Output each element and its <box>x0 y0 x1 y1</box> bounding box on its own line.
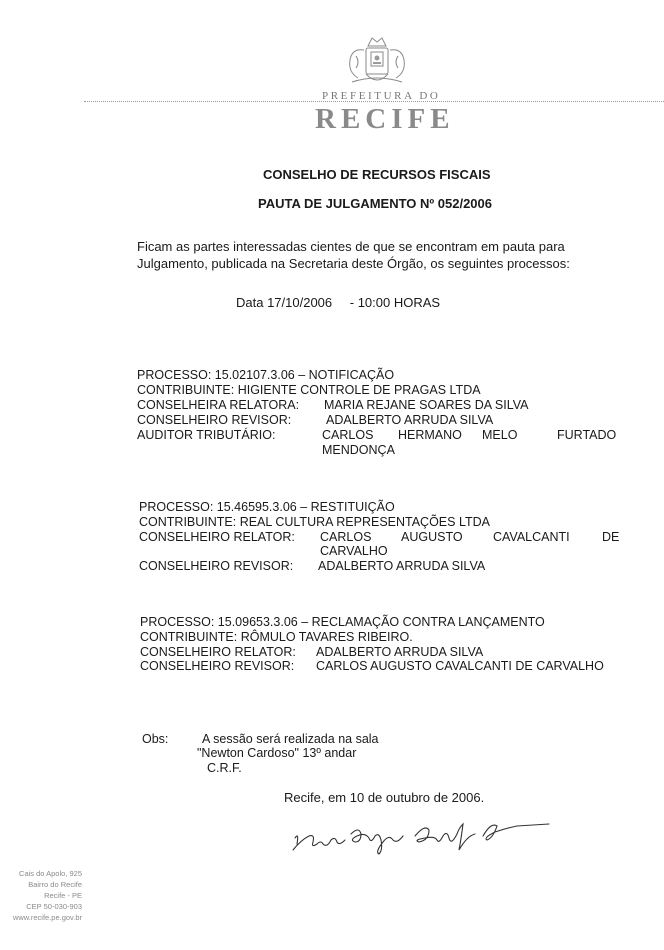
process-3-relator-value: ADALBERTO ARRUDA SILVA <box>316 645 484 659</box>
process-1-auditor-word: CARLOS <box>322 428 374 442</box>
process-2-number: PROCESSO: 15.46595.3.06 – RESTITUIÇÃO <box>139 500 395 514</box>
process-1-auditor-word: HERMANO <box>398 428 462 442</box>
process-3-revisor-value: CARLOS AUGUSTO CAVALCANTI DE CARVALHO <box>316 659 604 673</box>
process-2-relator-word: DE <box>602 530 620 544</box>
session-date: Data 17/10/2006 <box>236 295 333 310</box>
process-3-revisor-label: CONSELHEIRO REVISOR: <box>140 659 295 673</box>
document-title: CONSELHO DE RECURSOS FISCAIS <box>263 167 491 182</box>
process-3-relator-label: CONSELHEIRO RELATOR: <box>140 645 296 659</box>
footer-line: Cais do Apolo, 925 <box>19 869 82 878</box>
footer-line: www.recife.pe.gov.br <box>12 913 82 922</box>
process-1-auditor-word: MELO <box>482 428 518 442</box>
prefeitura-label: PREFEITURA DO <box>322 90 441 102</box>
intro-line-1: Ficam as partes interessadas cientes de que se encontram em pauta para <box>137 239 565 254</box>
process-2-relator-word: AUGUSTO <box>401 530 463 544</box>
session-time: - 10:00 HORAS <box>349 295 441 310</box>
obs-line-1: A sessão será realizada na sala <box>202 732 379 746</box>
process-2-relator-label: CONSELHEIRO RELATOR: <box>139 530 295 544</box>
process-2-relator-word: CARVALHO <box>320 544 388 558</box>
process-2-relator-word: CAVALCANTI <box>493 530 570 544</box>
process-1-auditor-label: AUDITOR TRIBUTÁRIO: <box>137 428 276 442</box>
process-1-revisor-value: ADALBERTO ARRUDA SILVA <box>326 413 494 427</box>
document-subtitle: PAUTA DE JULGAMENTO Nº 052/2006 <box>258 196 492 211</box>
footer-line: Bairro do Recife <box>28 880 82 889</box>
city-logo-text: RECIFE <box>315 103 455 135</box>
footer-line: CEP 50-030-903 <box>26 902 82 911</box>
footer-line: Recife - PE <box>44 891 82 900</box>
process-1-auditor-word: FURTADO <box>557 428 617 442</box>
process-1-auditor-word: MENDONÇA <box>322 443 395 457</box>
intro-line-2: Julgamento, publicada na Secretaria deste Órgão, os seguintes processos: <box>137 256 570 271</box>
process-1-revisor-label: CONSELHEIRO REVISOR: <box>137 413 292 427</box>
process-1-contribuinte: CONTRIBUINTE: HIGIENTE CONTROLE DE PRAGAS LTDA <box>137 383 481 397</box>
process-2-revisor-label: CONSELHEIRO REVISOR: <box>139 559 294 573</box>
process-3-contribuinte: CONTRIBUINTE: RÔMULO TAVARES RIBEIRO. <box>140 630 413 644</box>
obs-line-3: C.R.F. <box>207 761 242 775</box>
process-2-contribuinte: CONTRIBUINTE: REAL CULTURA REPRESENTAÇÕES LTDA <box>139 515 490 529</box>
handwritten-signature <box>287 810 557 860</box>
place-and-date: Recife, em 10 de outubro de 2006. <box>284 790 485 805</box>
obs-label: Obs: <box>142 732 169 746</box>
process-2-relator-word: CARLOS <box>320 530 372 544</box>
process-1-relator-value: MARIA REJANE SOARES DA SILVA <box>324 398 529 412</box>
process-2-revisor-value: ADALBERTO ARRUDA SILVA <box>318 559 486 573</box>
process-1-relator-label: CONSELHEIRA RELATORA: <box>137 398 300 412</box>
process-3-number: PROCESSO: 15.09653.3.06 – RECLAMAÇÃO CONTRA LANÇAMENTO <box>140 615 545 629</box>
coat-of-arms-icon <box>342 34 412 88</box>
footer-address <box>0 868 82 923</box>
session-datetime <box>236 295 440 310</box>
process-1-number: PROCESSO: 15.02107.3.06 – NOTIFICAÇÃO <box>137 368 395 382</box>
obs-line-2: "Newton Cardoso" 13º andar <box>197 746 357 760</box>
